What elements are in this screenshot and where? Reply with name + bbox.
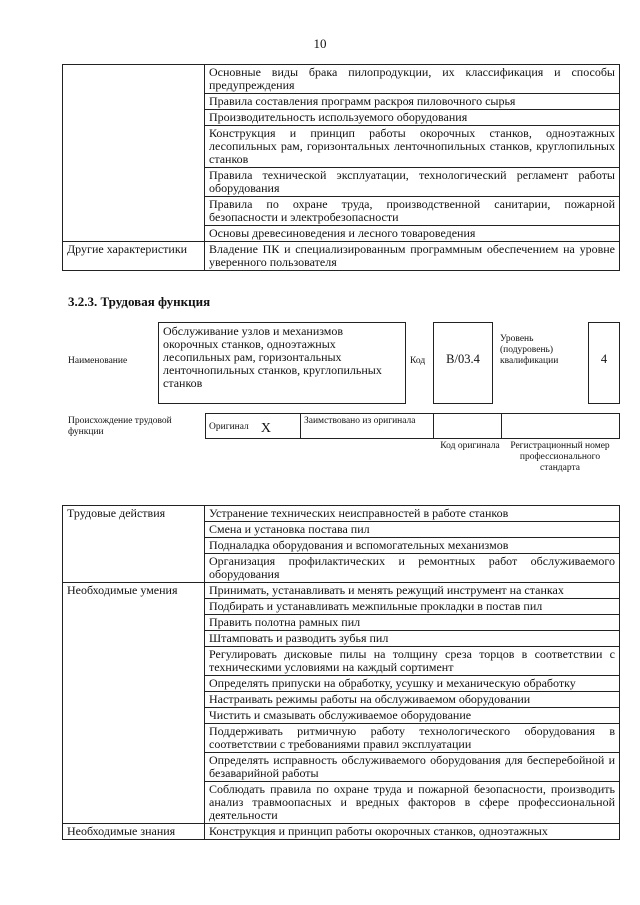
row-text: Производительность используемого оборудования xyxy=(205,110,620,126)
row-text: Правила по охране труда, производственной санитарии, пожарной безопасности и электробезопасности xyxy=(205,197,620,226)
group-item: Организация профилактических и ремонтных работ обслуживаемого оборудования xyxy=(205,554,620,583)
group-item: Штамповать и разводить зубья пил xyxy=(205,631,620,647)
group-item: Подналадка оборудования и вспомогательных механизмов xyxy=(205,538,620,554)
row-label: Другие характеристики xyxy=(63,242,205,271)
group-item: Регулировать дисковые пилы на толщину среза торцов в соответствии с техническими условиями на каждый сортимент xyxy=(205,647,620,676)
function-name-box: Обслуживание узлов и механизмов окорочных станков, одноэтажных лесопильных рам, горизонтальных ленточнопильных станков, круглопильных станков xyxy=(158,322,406,404)
group-label: Трудовые действия xyxy=(63,506,205,583)
table-row xyxy=(63,583,620,599)
table-row xyxy=(63,506,620,522)
top-table xyxy=(62,64,620,271)
origin-label: Происхождение трудовой функции xyxy=(68,416,172,437)
group-item: Смена и установка постава пил xyxy=(205,522,620,538)
level-label: Уровень (подуровень) квалификации xyxy=(500,334,559,366)
group-item: Определять исправность обслуживаемого оборудования для бесперебойной и безаварийной работы xyxy=(205,753,620,782)
table-row xyxy=(63,242,620,271)
origin-row xyxy=(205,413,620,439)
function-code-box: В/03.4 xyxy=(433,322,493,404)
group-item: Настраивать режимы работы на обслуживаемом оборудовании xyxy=(205,692,620,708)
row-text: Основные виды брака пилопродукции, их классификация и способы предупреждения xyxy=(205,65,620,94)
original-cell xyxy=(206,414,301,438)
code-original-cell xyxy=(434,414,502,438)
group-item: Соблюдать правила по охране труда и пожарной безопасности, производить анализ травмоопасных и вредных факторов в сфере профессиональной деятельности xyxy=(205,782,620,824)
row-text: Владение ПК и специализированным программным обеспечением на уровне уверенного пользователя xyxy=(205,242,620,271)
table-row xyxy=(63,65,620,94)
row-text: Правила составления программ раскроя пиловочного сырья xyxy=(205,94,620,110)
group-label: Необходимые умения xyxy=(63,583,205,824)
group-label: Необходимые знания xyxy=(63,824,205,840)
original-mark: X xyxy=(260,421,271,436)
qualification-level-box: 4 xyxy=(588,322,620,404)
group-item: Определять припуски на обработку, усушку и механическую обработку xyxy=(205,676,620,692)
reg-number-label: Регистрационный номер профессионального стандарта xyxy=(510,441,610,473)
section-heading: 3.2.3. Трудовая функция xyxy=(68,294,211,309)
labor-function-table xyxy=(62,505,620,840)
row-text: Основы древесиноведения и лесного товароведения xyxy=(205,226,620,242)
group-item: Подбирать и устанавливать межпильные прокладки в постав пил xyxy=(205,599,620,615)
page-number: 10 xyxy=(313,36,327,51)
group-item: Править полотна рамных пил xyxy=(205,615,620,631)
group-item: Принимать, устанавливать и менять режущий инструмент на станках xyxy=(205,583,620,599)
original-label: Оригинал xyxy=(209,422,249,432)
name-label: Наименование xyxy=(68,356,128,366)
row-text: Правила технической эксплуатации, технологический регламент работы оборудования xyxy=(205,168,620,197)
row-text: Конструкция и принцип работы окорочных станков, одноэтажных лесопильных рам, горизонтальных ленточнопильных станков, круглопильных станков xyxy=(205,126,620,168)
group-item: Поддерживать ритмичную работу технологического оборудования в соответствии с требованиями правил эксплуатации xyxy=(205,724,620,753)
code-original-label: Код оригинала xyxy=(440,441,500,451)
group-item: Устранение технических неисправностей в работе станков xyxy=(205,506,620,522)
group-item: Чистить и смазывать обслуживаемое оборудование xyxy=(205,708,620,724)
borrowed-label: Заимствовано из оригинала xyxy=(301,414,434,438)
row-label xyxy=(63,65,205,242)
code-label: Код xyxy=(410,356,426,366)
table-row xyxy=(63,824,620,840)
reg-number-cell xyxy=(502,414,619,438)
group-item: Конструкция и принцип работы окорочных станков, одноэтажных xyxy=(205,824,620,840)
